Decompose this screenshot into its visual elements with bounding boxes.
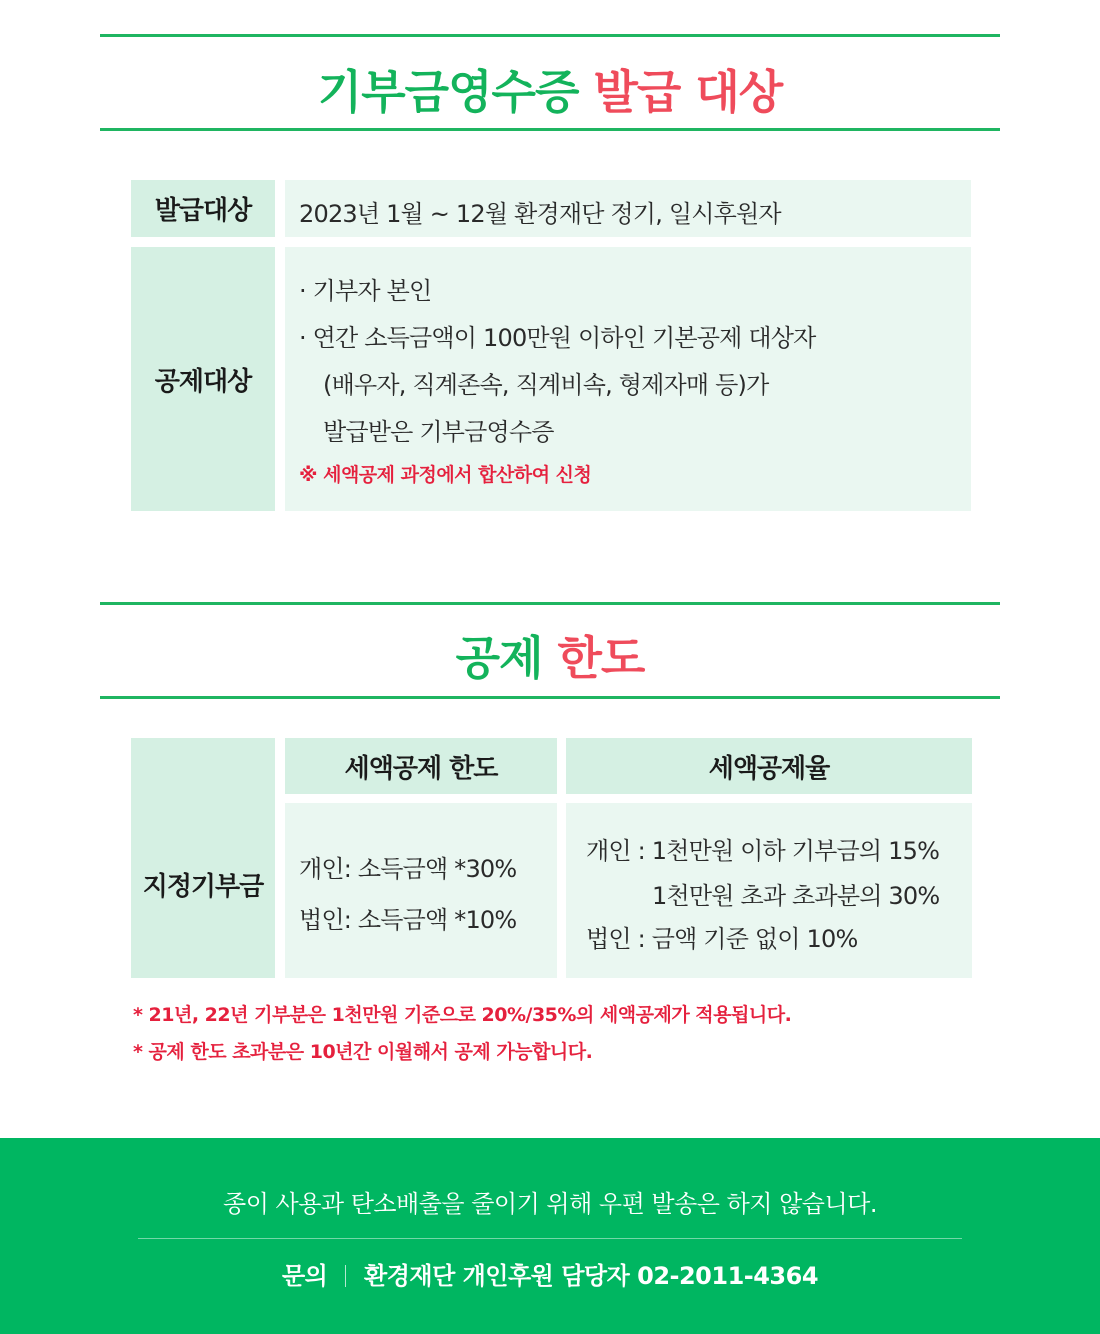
deduction-target-label-text: 공제대상 (154, 366, 252, 397)
limit-individual: 개인: 소득금액 *30% (299, 855, 517, 883)
section1-title-highlight: 발급 대상 (593, 65, 783, 119)
rate-col-header-text: 세액공제율 (708, 753, 830, 784)
rate-cell (566, 803, 972, 978)
issue-target-label-text: 발급대상 (154, 196, 252, 226)
rate-col-header (566, 738, 972, 794)
section1-bottom-rule (100, 128, 1000, 131)
contact-separator (345, 1265, 346, 1287)
designated-donation-label (131, 738, 275, 978)
footer-divider (138, 1238, 962, 1239)
limit-col-header (285, 738, 557, 794)
contact-label: 문의 (281, 1262, 328, 1290)
deduction-note: ※ 세액공제 과정에서 합산하여 신청 (299, 464, 592, 486)
limit-col-header-text: 세액공제 한도 (344, 753, 498, 784)
section2-title (100, 622, 1000, 688)
deduction-line-receipt: 발급받은 기부금영수증 (323, 418, 554, 446)
rate-individual-over: 1천만원 초과 초과분의 30% (652, 882, 940, 910)
limit-note-1: * 21년, 22년 기부분은 1천만원 기준으로 20%/35%의 세액공제가 적용됩니다. (133, 1004, 792, 1026)
deduction-target-cell (285, 247, 971, 511)
issue-target-cell (285, 180, 971, 237)
designated-donation-label-text: 지정기부금 (142, 871, 264, 902)
deduction-line-relatives: (배우자, 직계존속, 직계비속, 형제자매 등)가 (323, 371, 769, 399)
limit-corporate: 법인: 소득금액 *10% (299, 906, 517, 934)
section2-top-rule (100, 602, 1000, 605)
deduction-target-label (131, 247, 275, 511)
limit-note-2: * 공제 한도 초과분은 10년간 이월해서 공제 가능합니다. (133, 1041, 593, 1063)
issue-target-text: 2023년 1월 ~ 12월 환경재단 정기, 일시후원자 (299, 200, 781, 228)
deduction-line-self: · 기부자 본인 (299, 277, 432, 305)
section2-title-main: 공제 (455, 631, 543, 685)
footer-message: 종이 사용과 탄소배출을 줄이기 위해 우편 발송은 하지 않습니다. (223, 1190, 877, 1218)
section1-title-main: 기부금영수증 (317, 65, 579, 119)
section1-top-rule (100, 34, 1000, 37)
contact-text: 환경재단 개인후원 담당자 02-2011-4364 (364, 1262, 819, 1290)
rate-corporate: 법인 : 금액 기준 없이 10% (586, 925, 858, 953)
footer (0, 1138, 1100, 1334)
footer-contact (0, 1256, 1100, 1291)
limit-cell (285, 803, 557, 978)
section2-title-highlight: 한도 (557, 631, 645, 685)
section1-title (100, 56, 1000, 122)
section2-bottom-rule (100, 696, 1000, 699)
rate-individual-under: 개인 : 1천만원 이하 기부금의 15% (586, 837, 940, 865)
issue-target-label (131, 180, 275, 237)
deduction-line-dependents: · 연간 소득금액이 100만원 이하인 기본공제 대상자 (299, 324, 816, 352)
